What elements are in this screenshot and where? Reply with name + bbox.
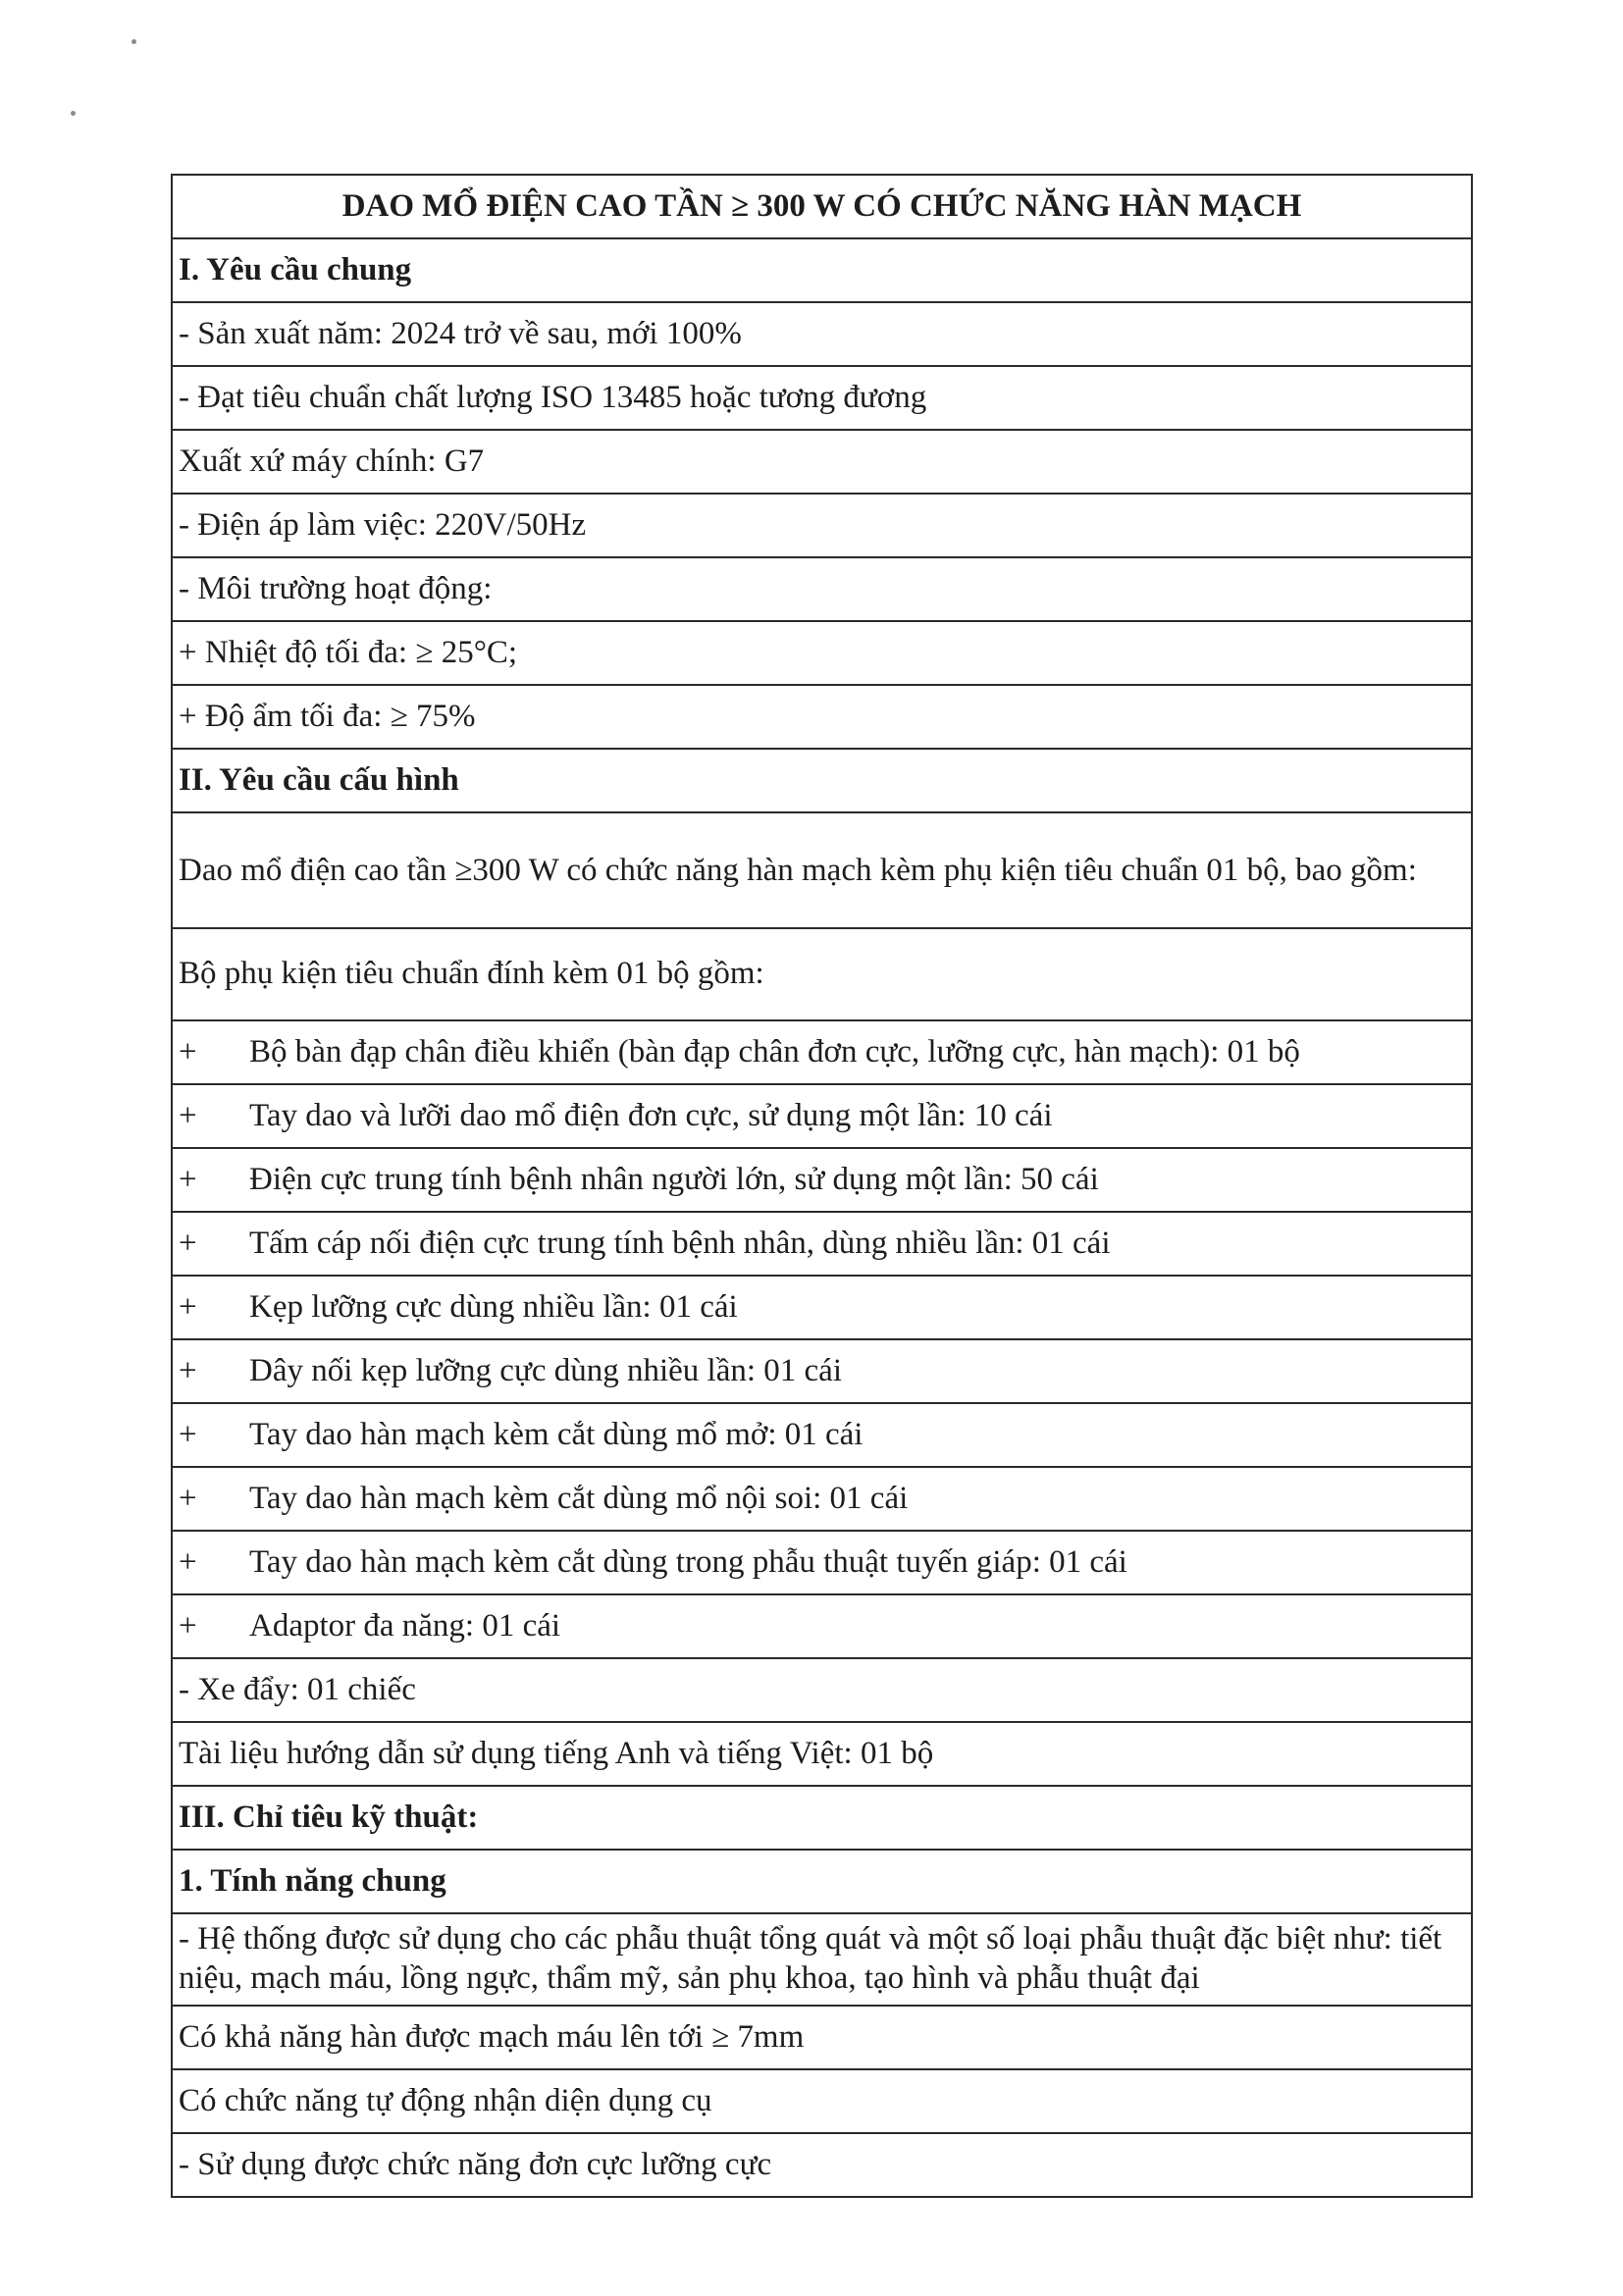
accessory-cell: [172, 1594, 1472, 1658]
table-row: [172, 1403, 1472, 1467]
accessory-cell: [172, 1276, 1472, 1339]
spec-cell: Có chức năng tự động nhận diện dụng cụ: [172, 2069, 1472, 2133]
plus-marker: +: [179, 1097, 197, 1133]
accessory-cell: [172, 1020, 1472, 1084]
subsection-heading: 1. Tính năng chung: [172, 1850, 1472, 1913]
table-row: [172, 1531, 1472, 1594]
spec-cell: - Sản xuất năm: 2024 trở về sau, mới 100%: [172, 302, 1472, 366]
table-row: [172, 1020, 1472, 1084]
table-row: [172, 2133, 1472, 2197]
table-row: [172, 1276, 1472, 1339]
spec-cell: Xuất xứ máy chính: G7: [172, 430, 1472, 494]
plus-marker: +: [179, 1543, 197, 1580]
section-heading: III. Chỉ tiêu kỹ thuật:: [172, 1786, 1472, 1850]
table-row: [172, 1913, 1472, 2006]
spec-cell: - Môi trường hoạt động:: [172, 557, 1472, 621]
spec-cell: + Nhiệt độ tối đa: ≥ 25°C;: [172, 621, 1472, 685]
accessory-item: Tay dao và lưỡi dao mổ điện đơn cực, sử dụng một lần: 10 cái: [249, 1097, 1053, 1133]
spec-table: [171, 174, 1473, 2198]
accessory-item: Tay dao hàn mạch kèm cắt dùng mổ nội soi: 01 cái: [249, 1480, 909, 1516]
accessory-item: Kẹp lưỡng cực dùng nhiều lần: 01 cái: [249, 1288, 738, 1325]
accessory-item: Bộ bàn đạp chân điều khiển (bàn đạp chân đơn cực, lưỡng cực, hàn mạch): 01 bộ: [249, 1033, 1300, 1070]
table-row: [172, 1722, 1472, 1786]
scan-speck: [71, 111, 76, 116]
configuration-intro: Dao mổ điện cao tần ≥300 W có chức năng hàn mạch kèm phụ kiện tiêu chuẩn 01 bộ, bao gồm:: [172, 812, 1472, 928]
table-row: [172, 1148, 1472, 1212]
table-row: [172, 621, 1472, 685]
table-row: [172, 366, 1472, 430]
accessory-cell: [172, 1403, 1472, 1467]
table-row: [172, 302, 1472, 366]
spec-cell: - Điện áp làm việc: 220V/50Hz: [172, 494, 1472, 557]
plus-marker: +: [179, 1352, 197, 1388]
table-row: [172, 749, 1472, 812]
accessory-item: Dây nối kẹp lưỡng cực dùng nhiều lần: 01 cái: [249, 1352, 842, 1388]
plus-marker: +: [179, 1416, 197, 1452]
table-row: [172, 2006, 1472, 2069]
accessory-item: Điện cực trung tính bệnh nhân người lớn, sử dụng một lần: 50 cái: [249, 1161, 1099, 1197]
section-heading: II. Yêu cầu cấu hình: [172, 749, 1472, 812]
spec-cell: - Đạt tiêu chuẩn chất lượng ISO 13485 hoặc tương đương: [172, 366, 1472, 430]
table-row: [172, 430, 1472, 494]
table-row: [172, 1850, 1472, 1913]
spec-cell: Có khả năng hàn được mạch máu lên tới ≥ 7mm: [172, 2006, 1472, 2069]
table-row: [172, 928, 1472, 1020]
accessory-item: Tay dao hàn mạch kèm cắt dùng trong phẫu thuật tuyến giáp: 01 cái: [249, 1543, 1127, 1580]
table-row: [172, 557, 1472, 621]
accessory-cell: [172, 1339, 1472, 1403]
plus-marker: +: [179, 1288, 197, 1325]
accessory-cell: [172, 1148, 1472, 1212]
spec-cell: + Độ ẩm tối đa: ≥ 75%: [172, 685, 1472, 749]
plus-marker: +: [179, 1161, 197, 1197]
table-row: [172, 1658, 1472, 1722]
accessories-heading: Bộ phụ kiện tiêu chuẩn đính kèm 01 bộ gồm:: [172, 928, 1472, 1020]
plus-marker: +: [179, 1225, 197, 1261]
table-row: [172, 1339, 1472, 1403]
table-row: [172, 2069, 1472, 2133]
accessory-cell: [172, 1531, 1472, 1594]
section-heading: I. Yêu cầu chung: [172, 238, 1472, 302]
table-row: [172, 1467, 1472, 1531]
accessory-cell: [172, 1084, 1472, 1148]
accessory-item: Adaptor đa năng: 01 cái: [249, 1607, 561, 1644]
table-row: [172, 1786, 1472, 1850]
table-row: [172, 1594, 1472, 1658]
scan-speck: [131, 39, 136, 44]
accessory-cell: [172, 1467, 1472, 1531]
accessory-item: Tay dao hàn mạch kèm cắt dùng mổ mở: 01 cái: [249, 1416, 864, 1452]
accessory-cell: [172, 1212, 1472, 1276]
spec-cell: Tài liệu hướng dẫn sử dụng tiếng Anh và tiếng Việt: 01 bộ: [172, 1722, 1472, 1786]
spec-cell: - Sử dụng được chức năng đơn cực lưỡng cực: [172, 2133, 1472, 2197]
plus-marker: +: [179, 1480, 197, 1516]
table-row: [172, 1084, 1472, 1148]
table-row: [172, 685, 1472, 749]
spec-cell: - Hệ thống được sử dụng cho các phẫu thuật tổng quát và một số loại phẫu thuật đặc biệt như: tiết niệu, mạch máu, lồng ngực, thẩm mỹ, sản phụ khoa, tạo hình và phẫu thuật đại: [172, 1913, 1472, 2006]
spec-cell: - Xe đẩy: 01 chiếc: [172, 1658, 1472, 1722]
table-row: [172, 812, 1472, 928]
table-row: [172, 238, 1472, 302]
plus-marker: +: [179, 1607, 197, 1644]
plus-marker: +: [179, 1033, 197, 1070]
document-title: DAO MỔ ĐIỆN CAO TẦN ≥ 300 W CÓ CHỨC NĂNG HÀN MẠCH: [172, 175, 1472, 238]
accessory-item: Tấm cáp nối điện cực trung tính bệnh nhân, dùng nhiều lần: 01 cái: [249, 1225, 1111, 1261]
table-row: [172, 175, 1472, 238]
table-row: [172, 494, 1472, 557]
table-row: [172, 1212, 1472, 1276]
